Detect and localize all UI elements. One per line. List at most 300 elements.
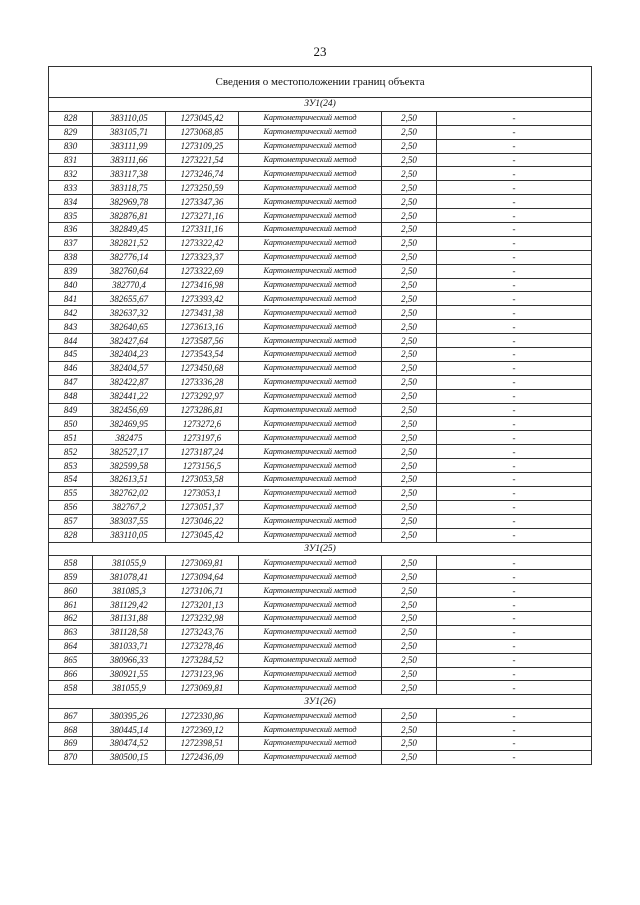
point-number-cell: 835 [49,209,93,223]
accuracy-cell: 2,50 [382,709,437,723]
y-coordinate-cell: 1273201,13 [166,598,239,612]
method-cell: Картометрический метод [239,556,382,570]
description-cell: - [437,334,592,348]
x-coordinate-cell: 381033,71 [93,639,166,653]
description-cell: - [437,598,592,612]
y-coordinate-cell: 1273051,37 [166,500,239,514]
x-coordinate-cell: 381129,42 [93,598,166,612]
y-coordinate-cell: 1272398,51 [166,736,239,750]
y-coordinate-cell: 1273045,42 [166,528,239,542]
description-cell: - [437,625,592,639]
accuracy-cell: 2,50 [382,431,437,445]
x-coordinate-cell: 382760,64 [93,264,166,278]
method-cell: Картометрический метод [239,389,382,403]
accuracy-cell: 2,50 [382,653,437,667]
y-coordinate-cell: 1273393,42 [166,292,239,306]
method-cell: Картометрический метод [239,292,382,306]
x-coordinate-cell: 382613,51 [93,473,166,487]
table-row [49,389,592,403]
description-cell: - [437,361,592,375]
table-row [49,570,592,584]
table-row [49,486,592,500]
description-cell: - [437,181,592,195]
accuracy-cell: 2,50 [382,111,437,125]
point-number-cell: 828 [49,528,93,542]
description-cell: - [437,195,592,209]
method-cell: Картометрический метод [239,250,382,264]
table-row [49,445,592,459]
accuracy-cell: 2,50 [382,667,437,681]
method-cell: Картометрический метод [239,486,382,500]
table-row [49,556,592,570]
point-number-cell: 855 [49,486,93,500]
y-coordinate-cell: 1273450,68 [166,361,239,375]
section-label: ЗУ1(26) [49,695,592,709]
method-cell: Картометрический метод [239,375,382,389]
y-coordinate-cell: 1273292,97 [166,389,239,403]
x-coordinate-cell: 383105,71 [93,125,166,139]
method-cell: Картометрический метод [239,139,382,153]
x-coordinate-cell: 381085,3 [93,584,166,598]
method-cell: Картометрический метод [239,320,382,334]
x-coordinate-cell: 382762,02 [93,486,166,500]
accuracy-cell: 2,50 [382,250,437,264]
description-cell: - [437,486,592,500]
table-row [49,195,592,209]
table-row [49,431,592,445]
point-number-cell: 852 [49,445,93,459]
section-header-row [49,98,592,112]
method-cell: Картометрический метод [239,348,382,362]
description-cell: - [437,167,592,181]
description-cell: - [437,611,592,625]
x-coordinate-cell: 382427,64 [93,334,166,348]
accuracy-cell: 2,50 [382,459,437,473]
accuracy-cell: 2,50 [382,445,437,459]
table-row [49,403,592,417]
description-cell: - [437,681,592,695]
description-cell: - [437,431,592,445]
accuracy-cell: 2,50 [382,417,437,431]
method-cell: Картометрический метод [239,125,382,139]
point-number-cell: 861 [49,598,93,612]
description-cell: - [437,153,592,167]
x-coordinate-cell: 381055,9 [93,681,166,695]
y-coordinate-cell: 1273106,71 [166,584,239,598]
table-row [49,736,592,750]
x-coordinate-cell: 382821,52 [93,236,166,250]
description-cell: - [437,223,592,237]
y-coordinate-cell: 1273272,6 [166,417,239,431]
point-number-cell: 849 [49,403,93,417]
x-coordinate-cell: 382849,45 [93,223,166,237]
table-row [49,334,592,348]
y-coordinate-cell: 1272330,86 [166,709,239,723]
accuracy-cell: 2,50 [382,736,437,750]
accuracy-cell: 2,50 [382,264,437,278]
method-cell: Картометрический метод [239,264,382,278]
description-cell: - [437,709,592,723]
point-number-cell: 830 [49,139,93,153]
description-cell: - [437,403,592,417]
x-coordinate-cell: 382776,14 [93,250,166,264]
description-cell: - [437,348,592,362]
point-number-cell: 858 [49,556,93,570]
y-coordinate-cell: 1273094,64 [166,570,239,584]
table-row [49,417,592,431]
accuracy-cell: 2,50 [382,723,437,737]
method-cell: Картометрический метод [239,500,382,514]
accuracy-cell: 2,50 [382,625,437,639]
section-label: ЗУ1(24) [49,98,592,112]
x-coordinate-cell: 383118,75 [93,181,166,195]
point-number-cell: 841 [49,292,93,306]
point-number-cell: 844 [49,334,93,348]
method-cell: Картометрический метод [239,111,382,125]
table-row [49,584,592,598]
method-cell: Картометрический метод [239,209,382,223]
accuracy-cell: 2,50 [382,486,437,500]
description-cell: - [437,389,592,403]
method-cell: Картометрический метод [239,417,382,431]
description-cell: - [437,750,592,764]
description-cell: - [437,111,592,125]
y-coordinate-cell: 1273284,52 [166,653,239,667]
y-coordinate-cell: 1273053,58 [166,473,239,487]
table-row [49,750,592,764]
x-coordinate-cell: 382767,2 [93,500,166,514]
x-coordinate-cell: 382441,22 [93,389,166,403]
x-coordinate-cell: 382969,78 [93,195,166,209]
table-row [49,473,592,487]
y-coordinate-cell: 1273336,28 [166,375,239,389]
y-coordinate-cell: 1272369,12 [166,723,239,737]
y-coordinate-cell: 1273069,81 [166,681,239,695]
table-row [49,723,592,737]
method-cell: Картометрический метод [239,570,382,584]
point-number-cell: 842 [49,306,93,320]
y-coordinate-cell: 1273347,36 [166,195,239,209]
description-cell: - [437,250,592,264]
y-coordinate-cell: 1273243,76 [166,625,239,639]
section-header-row [49,695,592,709]
y-coordinate-cell: 1273156,5 [166,459,239,473]
y-coordinate-cell: 1273197,6 [166,431,239,445]
y-coordinate-cell: 1273431,38 [166,306,239,320]
description-cell: - [437,125,592,139]
point-number-cell: 867 [49,709,93,723]
point-number-cell: 845 [49,348,93,362]
accuracy-cell: 2,50 [382,375,437,389]
boundary-table [48,66,592,765]
y-coordinate-cell: 1273286,81 [166,403,239,417]
method-cell: Картометрический метод [239,445,382,459]
y-coordinate-cell: 1273271,16 [166,209,239,223]
method-cell: Картометрический метод [239,334,382,348]
table-title-row [49,67,592,98]
x-coordinate-cell: 382475 [93,431,166,445]
description-cell: - [437,556,592,570]
x-coordinate-cell: 382640,65 [93,320,166,334]
point-number-cell: 850 [49,417,93,431]
description-cell: - [437,209,592,223]
y-coordinate-cell: 1273232,98 [166,611,239,625]
description-cell: - [437,653,592,667]
table-row [49,514,592,528]
section-header-row [49,542,592,556]
y-coordinate-cell: 1273246,74 [166,167,239,181]
table-row [49,111,592,125]
table-row [49,181,592,195]
method-cell: Картометрический метод [239,181,382,195]
y-coordinate-cell: 1273053,1 [166,486,239,500]
point-number-cell: 848 [49,389,93,403]
method-cell: Картометрический метод [239,528,382,542]
accuracy-cell: 2,50 [382,320,437,334]
x-coordinate-cell: 381131,88 [93,611,166,625]
description-cell: - [437,264,592,278]
point-number-cell: 839 [49,264,93,278]
table-row [49,639,592,653]
accuracy-cell: 2,50 [382,153,437,167]
y-coordinate-cell: 1273322,42 [166,236,239,250]
table-row [49,459,592,473]
point-number-cell: 851 [49,431,93,445]
method-cell: Картометрический метод [239,653,382,667]
method-cell: Картометрический метод [239,473,382,487]
x-coordinate-cell: 380474,52 [93,736,166,750]
table-row [49,528,592,542]
point-number-cell: 828 [49,111,93,125]
accuracy-cell: 2,50 [382,639,437,653]
accuracy-cell: 2,50 [382,209,437,223]
description-cell: - [437,528,592,542]
x-coordinate-cell: 382527,17 [93,445,166,459]
accuracy-cell: 2,50 [382,556,437,570]
description-cell: - [437,570,592,584]
point-number-cell: 869 [49,736,93,750]
accuracy-cell: 2,50 [382,236,437,250]
accuracy-cell: 2,50 [382,750,437,764]
method-cell: Картометрический метод [239,361,382,375]
point-number-cell: 859 [49,570,93,584]
x-coordinate-cell: 382456,69 [93,403,166,417]
point-number-cell: 831 [49,153,93,167]
page-number: 23 [313,44,327,59]
table-row [49,598,592,612]
y-coordinate-cell: 1273278,46 [166,639,239,653]
table-row [49,667,592,681]
method-cell: Картометрический метод [239,625,382,639]
point-number-cell: 832 [49,167,93,181]
description-cell: - [437,459,592,473]
x-coordinate-cell: 382469,95 [93,417,166,431]
x-coordinate-cell: 382637,32 [93,306,166,320]
method-cell: Картометрический метод [239,167,382,181]
accuracy-cell: 2,50 [382,361,437,375]
description-cell: - [437,417,592,431]
point-number-cell: 846 [49,361,93,375]
y-coordinate-cell: 1273123,96 [166,667,239,681]
x-coordinate-cell: 383117,38 [93,167,166,181]
table-row [49,264,592,278]
description-cell: - [437,139,592,153]
accuracy-cell: 2,50 [382,125,437,139]
table-row [49,361,592,375]
y-coordinate-cell: 1273322,69 [166,264,239,278]
description-cell: - [437,736,592,750]
point-number-cell: 843 [49,320,93,334]
y-coordinate-cell: 1273311,16 [166,223,239,237]
point-number-cell: 837 [49,236,93,250]
point-number-cell: 854 [49,473,93,487]
accuracy-cell: 2,50 [382,167,437,181]
description-cell: - [437,292,592,306]
x-coordinate-cell: 383110,05 [93,111,166,125]
y-coordinate-cell: 1273613,16 [166,320,239,334]
x-coordinate-cell: 381055,9 [93,556,166,570]
point-number-cell: 833 [49,181,93,195]
description-cell: - [437,473,592,487]
accuracy-cell: 2,50 [382,181,437,195]
y-coordinate-cell: 1273045,42 [166,111,239,125]
point-number-cell: 868 [49,723,93,737]
point-number-cell: 870 [49,750,93,764]
table-row [49,278,592,292]
method-cell: Картометрический метод [239,750,382,764]
x-coordinate-cell: 383111,66 [93,153,166,167]
x-coordinate-cell: 380445,14 [93,723,166,737]
point-number-cell: 864 [49,639,93,653]
x-coordinate-cell: 381128,58 [93,625,166,639]
accuracy-cell: 2,50 [382,139,437,153]
point-number-cell: 847 [49,375,93,389]
x-coordinate-cell: 382422,87 [93,375,166,389]
accuracy-cell: 2,50 [382,528,437,542]
x-coordinate-cell: 381078,41 [93,570,166,584]
description-cell: - [437,320,592,334]
section-label: ЗУ1(25) [49,542,592,556]
accuracy-cell: 2,50 [382,584,437,598]
x-coordinate-cell: 383110,05 [93,528,166,542]
method-cell: Картометрический метод [239,431,382,445]
y-coordinate-cell: 1273109,25 [166,139,239,153]
y-coordinate-cell: 1273187,24 [166,445,239,459]
accuracy-cell: 2,50 [382,500,437,514]
table-row [49,223,592,237]
table-row [49,236,592,250]
table-title: Сведения о местоположении границ объекта [49,67,592,98]
point-number-cell: 865 [49,653,93,667]
accuracy-cell: 2,50 [382,403,437,417]
table-row [49,375,592,389]
method-cell: Картометрический метод [239,639,382,653]
table-row [49,320,592,334]
description-cell: - [437,500,592,514]
table-row [49,348,592,362]
y-coordinate-cell: 1272436,09 [166,750,239,764]
method-cell: Картометрический метод [239,236,382,250]
accuracy-cell: 2,50 [382,306,437,320]
point-number-cell: 853 [49,459,93,473]
description-cell: - [437,278,592,292]
method-cell: Картометрический метод [239,611,382,625]
table-row [49,681,592,695]
accuracy-cell: 2,50 [382,223,437,237]
y-coordinate-cell: 1273416,98 [166,278,239,292]
point-number-cell: 838 [49,250,93,264]
accuracy-cell: 2,50 [382,389,437,403]
description-cell: - [437,584,592,598]
description-cell: - [437,723,592,737]
method-cell: Картометрический метод [239,681,382,695]
x-coordinate-cell: 383037,55 [93,514,166,528]
description-cell: - [437,514,592,528]
accuracy-cell: 2,50 [382,598,437,612]
table-row [49,209,592,223]
accuracy-cell: 2,50 [382,570,437,584]
point-number-cell: 856 [49,500,93,514]
x-coordinate-cell: 380921,55 [93,667,166,681]
table-row [49,709,592,723]
method-cell: Картометрический метод [239,153,382,167]
x-coordinate-cell: 380966,33 [93,653,166,667]
method-cell: Картометрический метод [239,403,382,417]
x-coordinate-cell: 380395,26 [93,709,166,723]
y-coordinate-cell: 1273221,54 [166,153,239,167]
method-cell: Картометрический метод [239,667,382,681]
accuracy-cell: 2,50 [382,292,437,306]
y-coordinate-cell: 1273069,81 [166,556,239,570]
point-number-cell: 858 [49,681,93,695]
y-coordinate-cell: 1273543,54 [166,348,239,362]
description-cell: - [437,236,592,250]
table-row [49,306,592,320]
y-coordinate-cell: 1273046,22 [166,514,239,528]
y-coordinate-cell: 1273587,56 [166,334,239,348]
description-cell: - [437,445,592,459]
method-cell: Картометрический метод [239,709,382,723]
x-coordinate-cell: 382404,57 [93,361,166,375]
description-cell: - [437,375,592,389]
method-cell: Картометрический метод [239,223,382,237]
x-coordinate-cell: 382404,23 [93,348,166,362]
x-coordinate-cell: 382770,4 [93,278,166,292]
point-number-cell: 836 [49,223,93,237]
method-cell: Картометрический метод [239,598,382,612]
x-coordinate-cell: 380500,15 [93,750,166,764]
point-number-cell: 863 [49,625,93,639]
method-cell: Картометрический метод [239,736,382,750]
table-row [49,125,592,139]
point-number-cell: 857 [49,514,93,528]
method-cell: Картометрический метод [239,723,382,737]
table-row [49,139,592,153]
method-cell: Картометрический метод [239,195,382,209]
x-coordinate-cell: 382599,58 [93,459,166,473]
table-row [49,292,592,306]
accuracy-cell: 2,50 [382,611,437,625]
table-row [49,653,592,667]
point-number-cell: 866 [49,667,93,681]
accuracy-cell: 2,50 [382,681,437,695]
point-number-cell: 829 [49,125,93,139]
method-cell: Картометрический метод [239,514,382,528]
y-coordinate-cell: 1273250,59 [166,181,239,195]
table-row [49,625,592,639]
method-cell: Картометрический метод [239,306,382,320]
accuracy-cell: 2,50 [382,514,437,528]
